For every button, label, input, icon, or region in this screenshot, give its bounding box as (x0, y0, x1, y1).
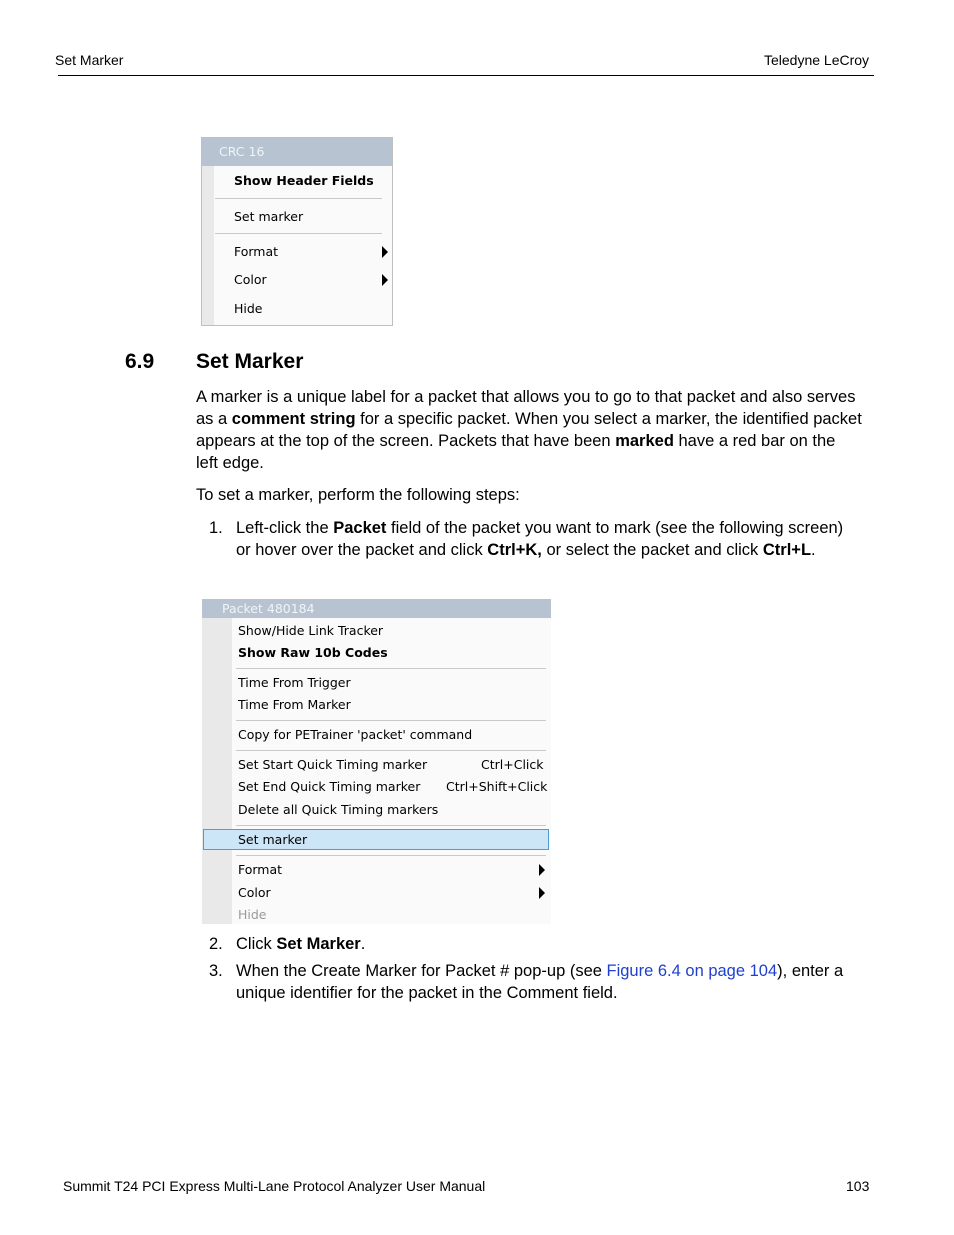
menu-separator (236, 825, 546, 826)
menu-separator (236, 855, 546, 856)
menu-gutter (202, 618, 232, 924)
menu-item-delete-quick-timing[interactable]: Delete all Quick Timing markers (238, 802, 439, 817)
step-3-text (236, 960, 843, 1004)
menu-item-hide[interactable]: Hide (234, 301, 263, 316)
menu-title: Packet 480184 (202, 599, 551, 618)
running-header-right: Teledyne LeCroy (764, 52, 870, 68)
crc-context-menu (201, 137, 393, 326)
step-number: 2. (209, 935, 223, 953)
text-line: Left-click the Packet field of the packet you want to mark (see the following screen) (236, 519, 844, 537)
menu-item-format[interactable]: Format (234, 244, 279, 259)
menu-item-copy-for-petrainer[interactable]: Copy for PETrainer 'packet' command (238, 727, 473, 742)
menu-item-set-marker[interactable]: Set marker (234, 209, 304, 224)
menu-gutter (202, 166, 214, 325)
menu-separator (215, 233, 382, 234)
submenu-arrow-icon (382, 274, 388, 286)
submenu-arrow-icon (539, 864, 545, 876)
menu-separator (236, 750, 546, 751)
menu-separator (236, 720, 546, 721)
text-line: left edge. (196, 454, 264, 472)
header-rule (58, 75, 874, 76)
footer-manual-title: Summit T24 PCI Express Multi-Lane Protocol Analyzer User Manual (63, 1178, 486, 1194)
text-line: or hover over the packet and click Ctrl+K, or select the packet and click Ctrl+L. (236, 541, 816, 559)
menu-title: CRC 16 (202, 138, 392, 166)
menu-item-show-raw-10b-codes[interactable]: Show Raw 10b Codes (238, 645, 388, 660)
menu-item-show-header-fields[interactable]: Show Header Fields (234, 173, 374, 188)
text-line: A marker is a unique label for a packet that allows you to go to that packet and also serves (196, 388, 856, 406)
text-line: appears at the top of the screen. Packets that have been marked have a red bar on the (196, 432, 836, 450)
figure-link[interactable]: Figure 6.4 on page 104 (606, 962, 778, 980)
menu-item-show-hide-link-tracker[interactable]: Show/Hide Link Tracker (238, 623, 384, 638)
menu-item-format[interactable]: Format (238, 862, 283, 877)
menu-separator (236, 668, 546, 669)
step-number: 1. (209, 519, 223, 537)
menu-item-color[interactable]: Color (234, 272, 267, 287)
packet-context-menu (202, 599, 551, 924)
menu-item-set-end-quick-timing[interactable]: Set End Quick Timing marker (238, 779, 421, 794)
menu-separator (215, 198, 382, 199)
menu-item-hide-disabled: Hide (238, 907, 267, 922)
menu-item-time-from-trigger[interactable]: Time From Trigger (238, 675, 351, 690)
section-number: 6.9 (125, 350, 155, 373)
text-line: When the Create Marker for Packet # pop-up (see Figure 6.4 on page 104), enter a (236, 962, 844, 980)
submenu-arrow-icon (539, 887, 545, 899)
step-number: 3. (209, 962, 223, 980)
step-2-text: Click Set Marker. (236, 935, 366, 953)
shortcut-label: Ctrl+Click (481, 757, 544, 772)
menu-item-set-marker-highlighted[interactable]: Set marker (238, 832, 308, 847)
text-line: unique identifier for the packet in the Comment field. (236, 984, 618, 1002)
section-title: Set Marker (196, 350, 304, 373)
menu-item-set-start-quick-timing[interactable]: Set Start Quick Timing marker (238, 757, 428, 772)
steps-intro: To set a marker, perform the following steps: (196, 486, 520, 504)
shortcut-label: Ctrl+Shift+Click (446, 779, 548, 794)
text-line: as a comment string for a specific packet. When you select a marker, the identified packet (196, 410, 862, 428)
page-number: 103 (846, 1178, 870, 1194)
intro-paragraph (196, 386, 862, 474)
running-header-left: Set Marker (55, 52, 124, 68)
menu-item-time-from-marker[interactable]: Time From Marker (238, 697, 351, 712)
step-1-text (236, 517, 843, 561)
menu-item-color[interactable]: Color (238, 885, 271, 900)
submenu-arrow-icon (382, 246, 388, 258)
